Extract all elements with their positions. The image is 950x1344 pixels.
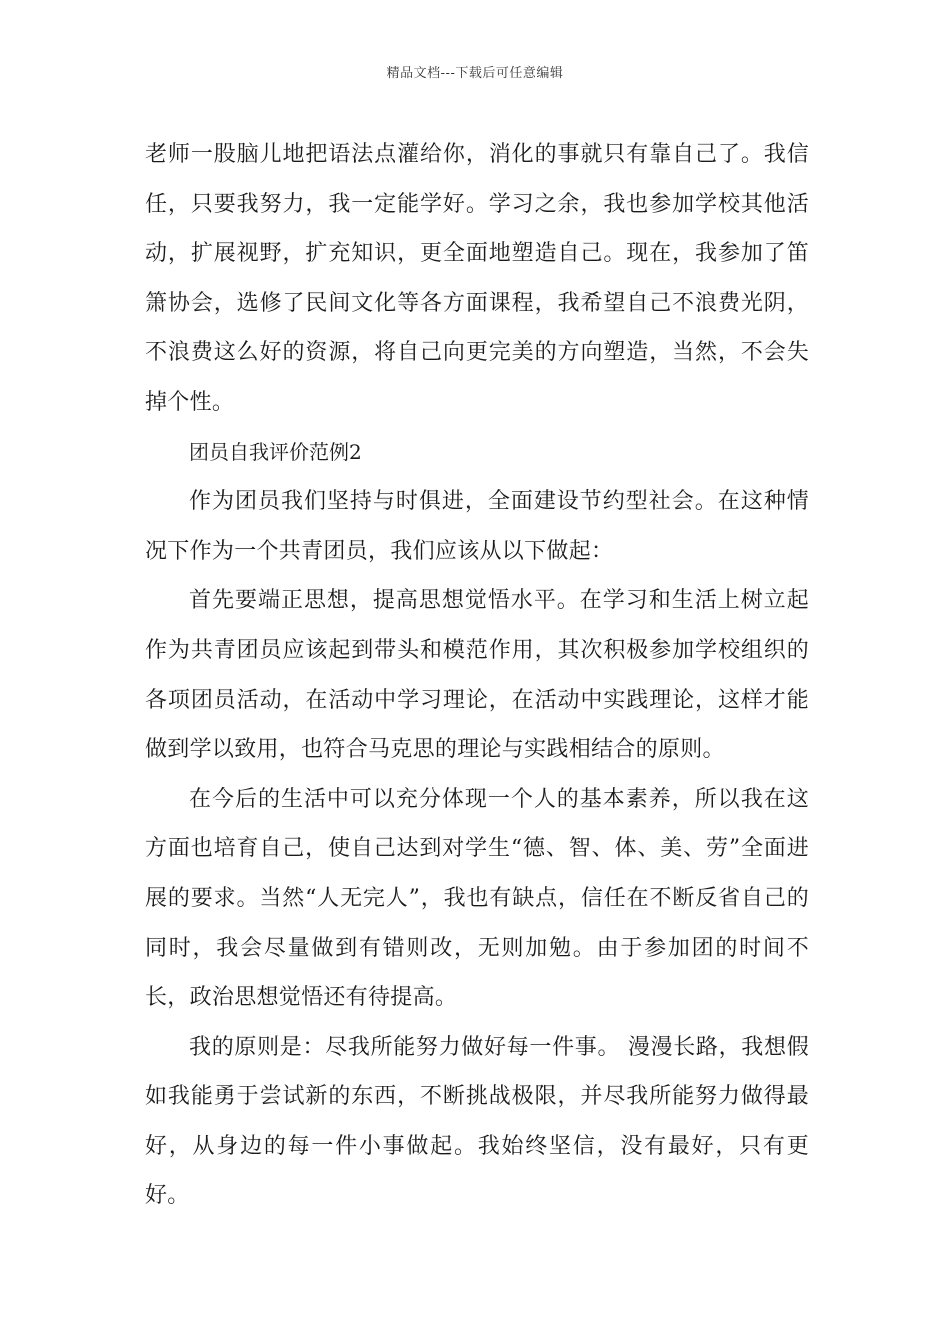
section-heading: 团员自我评价范例2 [189,439,362,464]
page-header: 精品文档---下载后可任意编辑 [386,66,564,81]
paragraph: 我的原则是：尽我所能努力做好每一件事。 漫漫长路，我想假如我能勇于尝试新的东西，不断挑战极限，并尽我所能努力做得最好，从身边的每一件小事做起。我始终坚信，没有最好，只有更好。 [145,1034,809,1209]
document-body [145,130,809,1221]
paragraph: 作为团员我们坚持与时俱进，全面建设节约型社会。在这种情况下作为一个共青团员，我们应该从以下做起： [145,489,809,564]
paragraph: 在今后的生活中可以充分体现一个人的基本素养，所以我在这方面也培育自己，使自己达到对学生“德、智、体、美、劳”全面进展的要求。当然“人无完人”，我也有缺点，信任在不断反省自己的同时，我会尽量做到有错则改，无则加勉。由于参加团的时间不长，政治思想觉悟还有待提高。 [145,786,809,1011]
paragraph: 首先要端正思想，提高思想觉悟水平。在学习和生活上树立起作为共青团员应该起到带头和模范作用，其次积极参加学校组织的各项团员活动，在活动中学习理论，在活动中实践理论，这样才能做到学以致用，也符合马克思的理论与实践相结合的原则。 [145,588,809,763]
paragraph-continuation: 老师一股脑儿地把语法点灌给你，消化的事就只有靠自己了。我信任，只要我努力，我一定能学好。学习之余，我也参加学校其他活动，扩展视野，扩充知识，更全面地塑造自己。现在，我参加了笛箫协会，选修了民间文化等各方面课程，我希望自己不浪费光阴，不浪费这么好的资源，将自己向更完美的方向塑造，当然，不会失掉个性。 [145,142,809,415]
